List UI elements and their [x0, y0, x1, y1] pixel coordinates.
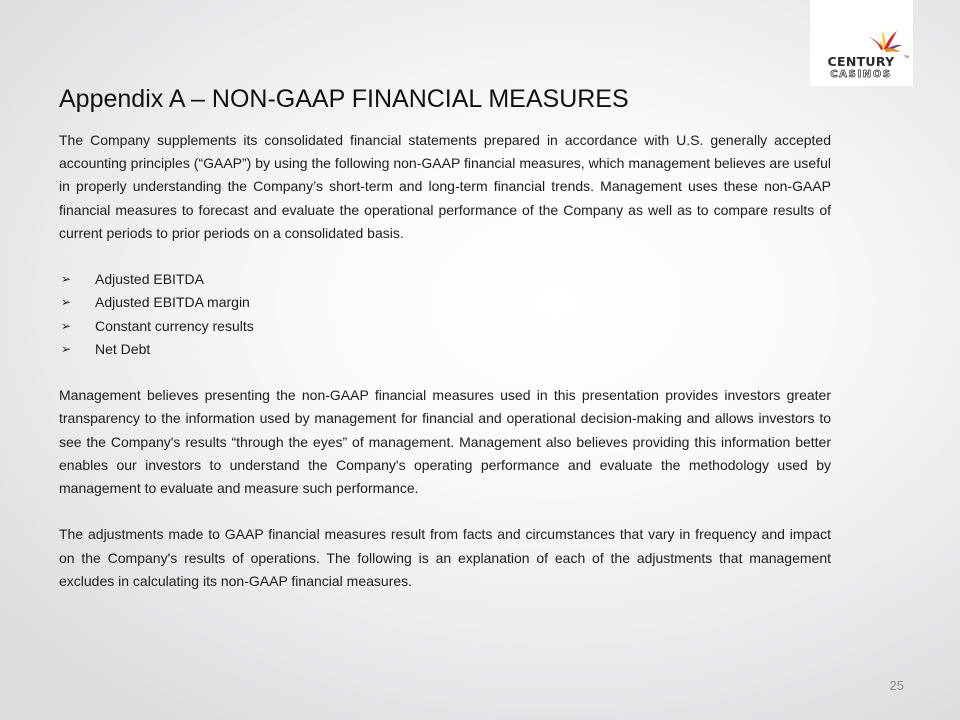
adjustments-paragraph: The adjustments made to GAAP financial measures result from facts and circumstances that vary in frequency and impact on the Company's results of operations. The following is an explanation of each of the adjustments that management excludes in calculating its non-GAAP financial measures. — [59, 526, 831, 589]
company-logo — [810, 0, 913, 86]
arrow-bullet-icon: ➢ — [61, 318, 72, 333]
list-item — [59, 268, 831, 291]
arrow-bullet-icon: ➢ — [61, 341, 72, 356]
list-item-label: Net Debt — [95, 340, 151, 357]
spacer — [59, 245, 831, 268]
logo-burst — [869, 28, 902, 52]
list-item-label: Constant currency results — [95, 317, 254, 334]
slide-content — [59, 129, 831, 593]
list-item — [59, 338, 831, 361]
list-item — [59, 315, 831, 338]
spacer — [59, 361, 831, 384]
starburst-logo-icon — [810, 0, 913, 86]
transparency-paragraph: Management believes presenting the non-GAAP financial measures used in this presentation provides investors greater transparency to the information used by management for financial and operational decision-making and allows investors to see the Company's results “through the eyes” of management. Management also believes providing this information better enables our investors to understand the Company's operating performance and evaluate the methodology used by management to evaluate and measure such performance. — [59, 387, 831, 497]
arrow-bullet-icon: ➢ — [61, 295, 72, 310]
list-item — [59, 291, 831, 314]
page-number: 25 — [889, 678, 904, 693]
intro-paragraph: The Company supplements its consolidated financial statements prepared in accordance with U.S. generally accepted accounting principles (“GAAP”) by using the following non-GAAP financial measures, which management believes are useful in properly understanding the Company’s short-term and long-term financial trends. Management uses these non-GAAP financial measures to forecast and evaluate the operational performance of the Company as well as to compare results of current periods to prior periods on a consolidated basis. — [59, 132, 831, 241]
non-gaap-measures-list — [59, 268, 831, 361]
arrow-bullet-icon: ➢ — [61, 272, 72, 287]
logo-wordmark-top: CENTURY — [827, 54, 895, 69]
list-item-label: Adjusted EBITDA — [95, 271, 204, 288]
logo-wordmark-bottom: CASINOS — [830, 69, 892, 80]
spacer — [59, 500, 831, 523]
logo-trademark: TM — [904, 55, 910, 59]
page-title: Appendix A – NON-GAAP FINANCIAL MEASURES — [59, 85, 629, 113]
list-item-label: Adjusted EBITDA margin — [95, 294, 250, 311]
